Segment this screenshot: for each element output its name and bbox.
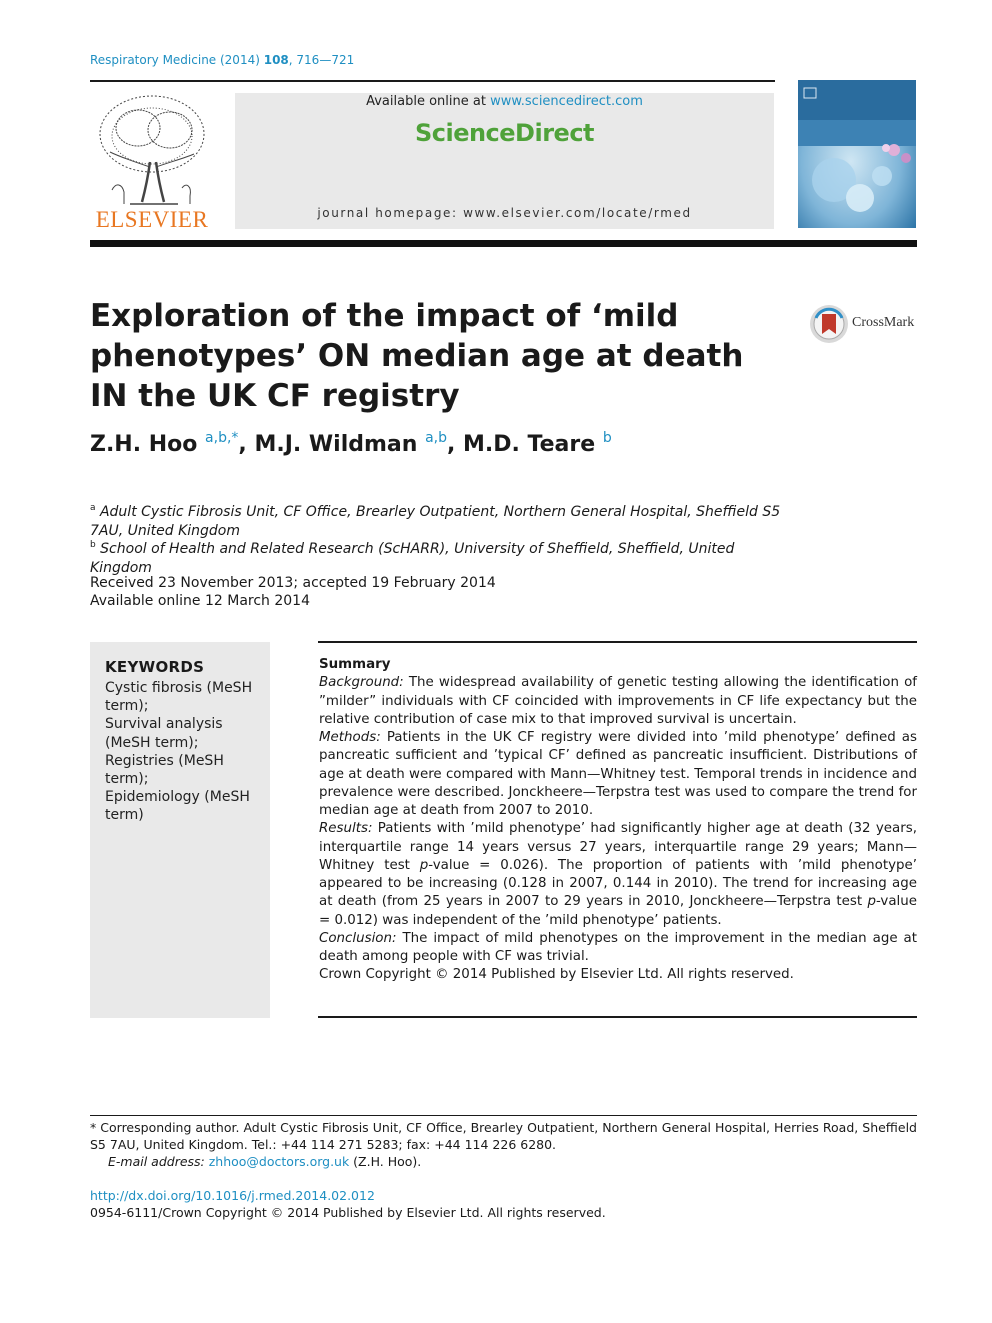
available-online-line (235, 94, 774, 109)
p-symbol: p (867, 894, 876, 910)
conclusion-text: The impact of mild phenotypes on the improvement in the median age at death among people with CF was trivial. (319, 930, 917, 964)
summary-rule-top (318, 641, 917, 643)
conclusion-label: Conclusion: (319, 930, 397, 946)
affiliation-a (90, 499, 790, 541)
summary-methods (319, 729, 917, 820)
journal-homepage[interactable]: journal homepage: www.elsevier.com/locate/rmed (317, 206, 692, 220)
summary-conclusion (319, 930, 917, 967)
results-text: -value = 0.026). The proportion of patients with ’mild phenotype’ appeared to be increasing (0.128 in 2007, 0.144 in 2010). The trend for increasing age at death (from 25 years in 2007 to 29 years in 2010, Jonckheere—Terpstra test (319, 857, 917, 910)
author-name: Z.H. Hoo (90, 432, 206, 457)
keywords-heading: KEYWORDS (105, 658, 205, 676)
summary-rule-bottom (318, 1016, 917, 1018)
keyword-item: Survival analysis (MeSH term); (105, 716, 223, 751)
keyword-item: Epidemiology (MeSH term) (105, 789, 250, 824)
methods-label: Methods: (319, 730, 381, 745)
author-affiliation-link[interactable]: a,b (425, 430, 447, 446)
received-dates: Received 23 November 2013; accepted 19 February 2014 (90, 575, 496, 591)
email-link[interactable]: zhhoo@doctors.org.uk (208, 1154, 350, 1169)
keyword-item: Registries (MeSH term); (105, 752, 224, 788)
author-name: , M.J. Wildman (238, 432, 426, 457)
author-list (90, 430, 612, 457)
header-rule-top (90, 80, 775, 82)
issn-copyright: 0954-6111/Crown Copyright © 2014 Published by Elsevier Ltd. All rights reserved. (90, 1205, 606, 1220)
keywords-list (105, 679, 255, 825)
crossmark-label[interactable]: CrossMark (852, 315, 915, 330)
sciencedirect-link[interactable]: www.sciencedirect.com (490, 94, 643, 109)
author-affiliation-link[interactable]: a,b,* (205, 430, 239, 446)
author-affiliation-link[interactable]: b (602, 430, 612, 446)
summary-copyright: Crown Copyright © 2014 Published by Elsevier Ltd. All rights reserved. (319, 967, 794, 983)
p-symbol: p (419, 857, 429, 873)
background-text: The widespread availability of genetic testing allowing the identification of ”milder” individuals with CF coincided with improvements in CF life expectancy but the relative contribution of case mix to that improved survival is uncertain. (319, 675, 917, 727)
available-online-date: Available online 12 March 2014 (90, 593, 310, 609)
footnote-rule (90, 1115, 917, 1116)
author-name: , M.D. Teare (447, 432, 603, 457)
summary-results (319, 820, 917, 930)
elsevier-wordmark: ELSEVIER (95, 207, 209, 232)
email-label: E-mail address: (108, 1154, 209, 1169)
affiliation-mark: b (90, 540, 96, 550)
corresponding-author-footnote (90, 1119, 917, 1170)
article-title: Exploration of the impact of ‘mild phenotypes’ ON median age at death IN the UK CF registry (90, 298, 744, 414)
available-prefix: Available online at (366, 94, 491, 109)
citation-volume: 108 (263, 53, 289, 67)
sciencedirect-logo[interactable]: ScienceDirect (414, 119, 595, 147)
keyword-item: Cystic fibrosis (MeSH term); (105, 680, 253, 715)
journal-cover-image[interactable] (798, 80, 916, 228)
affiliation-mark: a (90, 503, 96, 513)
results-label: Results: (319, 821, 373, 837)
summary-background (319, 674, 917, 729)
header-rule-bottom (90, 240, 917, 247)
corresponding-text: * Corresponding author. Adult Cystic Fibrosis Unit, CF Office, Brearley Outpatient, Northern General Hospital, Herries Road, Sheffield S5 7AU, United Kingdom. Tel.: +44 114 271 5283; fax: +44 114 226 6280. (90, 1120, 917, 1152)
doi-link[interactable]: http://dx.doi.org/10.1016/j.rmed.2014.02.012 (90, 1188, 375, 1203)
abstract-summary (319, 656, 917, 985)
affiliation-text: School of Health and Related Research (ScHARR), University of Sheffield, Sheffield, United Kingdom (90, 541, 735, 576)
results-text: -value = 0.012) was independent of the ’mild phenotype’ patients. (319, 894, 917, 928)
email-owner: (Z.H. Hoo). (349, 1154, 422, 1169)
affiliation-text: Adult Cystic Fibrosis Unit, CF Office, Brearley Outpatient, Northern General Hospital, Sheffield S5 7AU, United Kingdom (90, 504, 781, 539)
background-label: Background: (319, 675, 404, 691)
journal-citation[interactable] (90, 53, 354, 67)
citation-pages: , 716—721 (288, 53, 355, 67)
email-line (90, 1153, 917, 1170)
affiliation-b (90, 536, 790, 578)
citation-journal: Respiratory Medicine (2014) (90, 53, 264, 67)
results-text: Patients with ’mild phenotype’ had significantly higher age at death (32 years, interquartile range 14 years versus 27 years, interquartile range 29 years; Mann—Whitney test (319, 821, 917, 873)
methods-text: Patients in the UK CF registry were divided into ’mild phenotype’ defined as pancreatic sufficient and ’typical CF’ defined as pancreatic insufficient. Distributions of age at death were compared with Mann—Whitney test. Temporal trends in incidence and prevalence were described. Jonckheere—Terpstra test was used to compare the trend for median age at death from 2007 to 2010. (319, 730, 917, 818)
summary-heading: Summary (319, 657, 391, 672)
